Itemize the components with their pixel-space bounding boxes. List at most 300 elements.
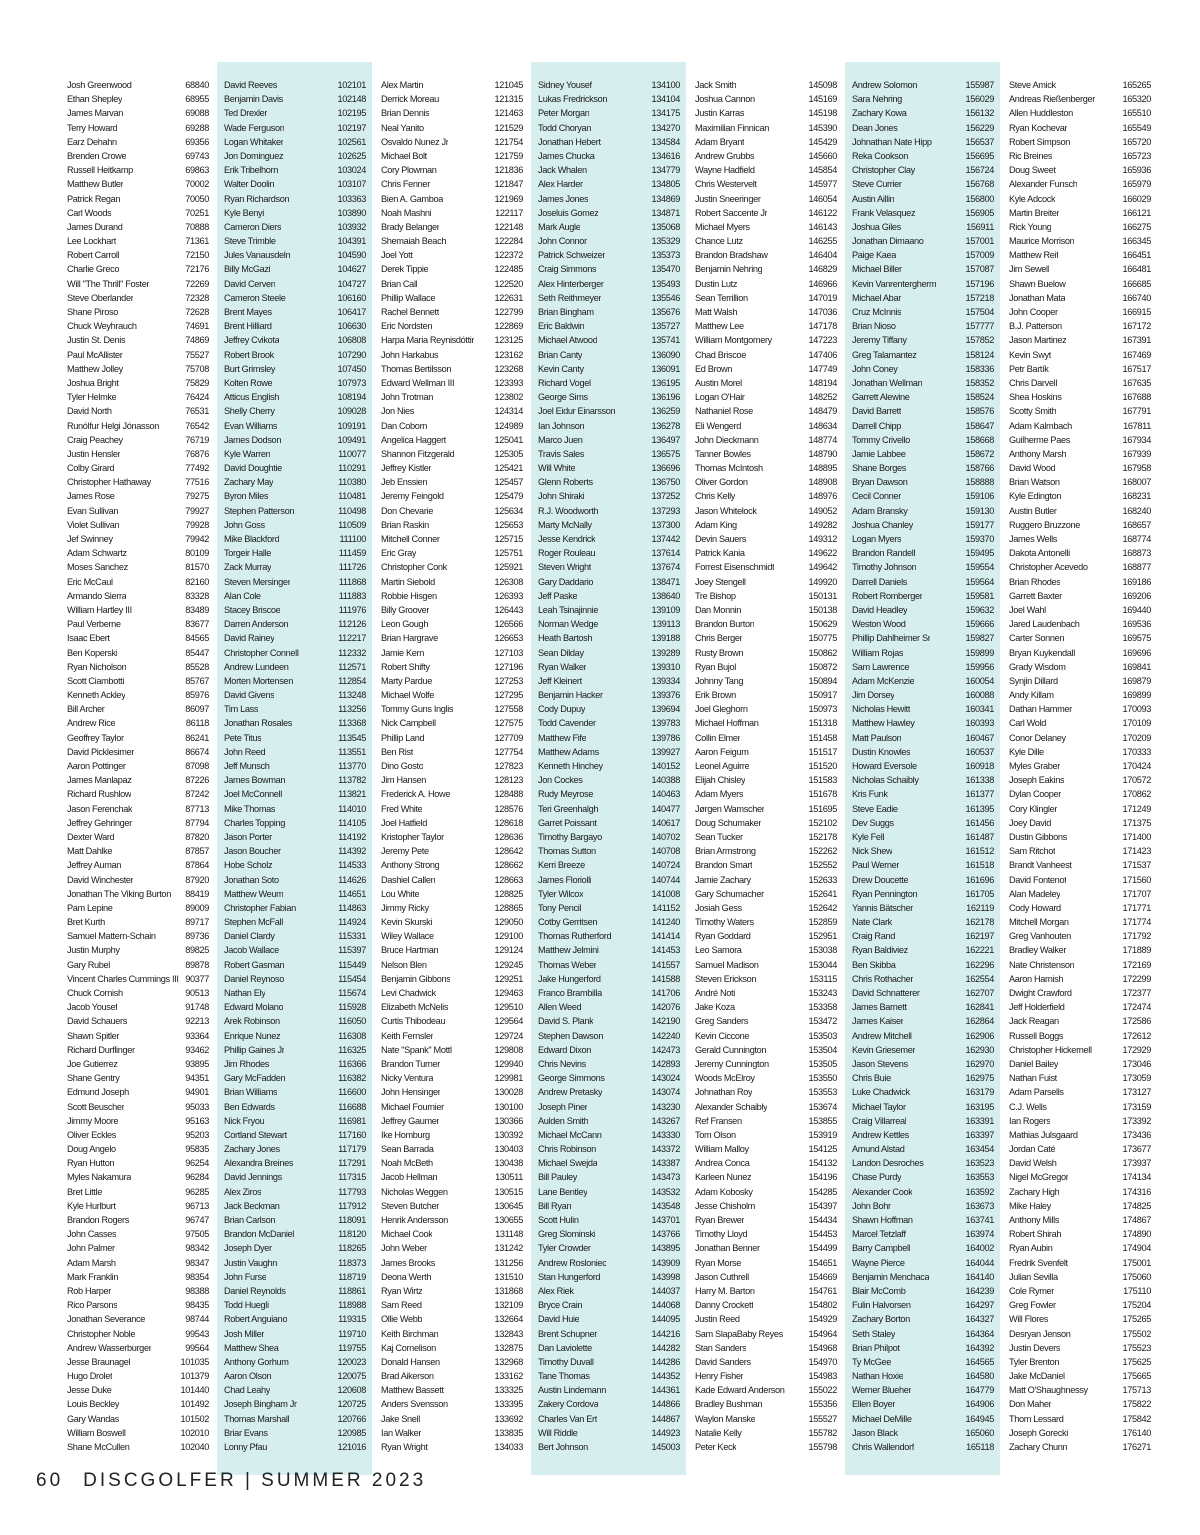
member-number: 81570: [185, 562, 209, 573]
member-number: 102195: [337, 108, 366, 119]
member-number: 114863: [338, 902, 366, 913]
member-name: Ben Rist: [381, 746, 413, 757]
member-name: Brian Watson: [1009, 477, 1060, 488]
member-row: [1009, 759, 1151, 773]
member-number: 167791: [1122, 406, 1151, 417]
member-name: Alexander Funsch: [1009, 179, 1078, 190]
member-number: 122284: [494, 236, 523, 247]
member-row: [852, 958, 994, 972]
member-number: 131242: [494, 1243, 523, 1254]
member-number: 162864: [965, 1016, 994, 1027]
member-row: [1009, 1426, 1151, 1440]
member-number: 158124: [965, 349, 994, 360]
member-number: 158524: [965, 392, 994, 403]
member-name: Zachary Borton: [852, 1314, 910, 1325]
member-name: Jason Porter: [224, 831, 272, 842]
member-number: 153550: [808, 1073, 837, 1084]
member-name: Keith Fernsler: [381, 1030, 434, 1041]
member-row: [852, 248, 994, 262]
member-row: [381, 844, 523, 858]
member-name: Justin St. Denis: [67, 335, 126, 346]
member-row: [1009, 234, 1151, 248]
member-number: 139188: [651, 633, 680, 644]
member-row: [67, 1426, 209, 1440]
member-name: Marty Pardue: [381, 675, 432, 686]
member-number: 144352: [651, 1371, 680, 1382]
member-name: Jeff Paske: [538, 590, 578, 601]
member-number: 175625: [1122, 1356, 1151, 1367]
member-number: 94351: [185, 1073, 209, 1084]
member-number: 102561: [337, 136, 366, 147]
member-number: 165510: [1122, 108, 1151, 119]
member-number: 103024: [337, 165, 366, 176]
member-number: 134871: [651, 207, 680, 218]
member-number: 106160: [337, 292, 366, 303]
member-row: [67, 1440, 209, 1454]
member-row: [695, 915, 837, 929]
member-number: 79275: [185, 491, 209, 502]
member-number: 165720: [1122, 136, 1151, 147]
member-number: 143330: [651, 1129, 680, 1140]
member-row: [381, 518, 523, 532]
member-name: Ryan Baldiviez: [852, 945, 908, 956]
member-row: [224, 206, 366, 220]
member-name: Alex Hinterberger: [538, 278, 604, 289]
member-name: Ruggero Bruzzone: [1009, 519, 1081, 530]
member-number: 170424: [1122, 761, 1151, 771]
member-row: [67, 1142, 209, 1156]
member-number: 76719: [185, 434, 209, 445]
member-name: Maurice Morrison: [1009, 236, 1075, 247]
member-number: 160088: [965, 690, 994, 701]
member-row: [381, 504, 523, 518]
member-row: [695, 759, 837, 773]
member-row: [1009, 887, 1151, 901]
member-name: Andreas Rießenberger: [1009, 94, 1095, 105]
member-row: [381, 1199, 523, 1213]
member-number: 125751: [494, 548, 523, 559]
member-row: [695, 1128, 837, 1142]
member-row: [1009, 915, 1151, 929]
member-number: 119710: [338, 1328, 366, 1339]
member-name: Cruz McInnis: [852, 307, 902, 317]
member-name: Eli Wengerd: [695, 420, 742, 431]
member-number: 72176: [185, 264, 209, 275]
member-row: [695, 177, 837, 191]
member-name: Bien A. Gamboa: [381, 193, 444, 204]
member-number: 131256: [494, 1257, 523, 1268]
member-row: [538, 92, 680, 106]
member-number: 126566: [494, 619, 523, 630]
member-row: [1009, 1043, 1151, 1057]
member-number: 168657: [1122, 519, 1151, 530]
member-row: [538, 575, 680, 589]
member-number: 171771: [1122, 902, 1151, 913]
member-number: 153044: [808, 959, 837, 970]
member-number: 167939: [1122, 448, 1151, 459]
member-name: Tyler Helmke: [67, 392, 117, 403]
member-name: Martin Siebold: [381, 576, 435, 587]
member-number: 158352: [965, 377, 994, 388]
member-row: [1009, 1284, 1151, 1298]
member-row: [381, 1170, 523, 1184]
member-name: Brian Nioso: [852, 321, 896, 332]
member-row: [67, 929, 209, 943]
member-row: [538, 873, 680, 887]
member-row: [538, 830, 680, 844]
member-row: [852, 844, 994, 858]
member-row: [67, 319, 209, 333]
member-row: [695, 1327, 837, 1341]
member-row: [67, 106, 209, 120]
member-number: 87864: [185, 860, 209, 871]
member-name: George Simmons: [538, 1073, 605, 1084]
member-number: 157852: [965, 335, 994, 346]
member-name: David Welsh: [1009, 1158, 1057, 1169]
member-number: 140388: [651, 775, 680, 786]
member-name: Burt Grimsley: [224, 363, 276, 374]
member-name: Tony Pencil: [538, 902, 582, 913]
member-row: [852, 319, 994, 333]
member-row: [695, 858, 837, 872]
member-name: Matthew Fife: [538, 732, 587, 743]
member-number: 98342: [185, 1243, 209, 1254]
member-name: Chris Wallendorf: [852, 1442, 914, 1452]
member-row: [538, 1000, 680, 1014]
member-name: David North: [67, 406, 112, 417]
member-name: Chris Westervelt: [695, 179, 757, 190]
member-number: 169841: [1122, 661, 1151, 672]
member-name: Jeffrey Auman: [67, 860, 122, 871]
member-number: 139694: [651, 704, 680, 715]
member-number: 162975: [965, 1073, 994, 1084]
member-name: Jason Black: [852, 1427, 898, 1438]
member-number: 82160: [185, 576, 209, 587]
member-number: 169575: [1122, 633, 1151, 644]
member-row: [224, 546, 366, 560]
member-name: Wayne Hadfield: [695, 165, 755, 176]
member-name: Ric Breines: [1009, 150, 1053, 161]
member-name: John Trotman: [381, 392, 433, 403]
member-name: Benjamin Hacker: [538, 690, 603, 701]
member-row: [1009, 1397, 1151, 1411]
member-name: Sean Dilday: [538, 647, 584, 658]
member-number: 128662: [494, 860, 523, 871]
member-number: 176140: [1122, 1427, 1151, 1438]
member-name: Gary Daddario: [538, 576, 594, 587]
member-name: Thomas Marshall: [224, 1413, 290, 1424]
member-number: 110498: [338, 505, 366, 516]
member-row: [224, 92, 366, 106]
member-number: 170093: [1122, 704, 1151, 715]
member-row: [224, 220, 366, 234]
member-name: Armando Sierra: [67, 590, 127, 601]
member-number: 148479: [808, 406, 837, 417]
member-number: 68955: [185, 94, 209, 105]
member-number: 112126: [338, 619, 366, 630]
member-name: Ben Skibba: [852, 959, 896, 970]
member-row: [67, 121, 209, 135]
member-name: Richard Durflinger: [67, 1044, 135, 1055]
member-number: 87713: [185, 803, 209, 814]
member-number: 144068: [651, 1300, 680, 1311]
member-name: Logan Myers: [852, 534, 902, 544]
member-row: [67, 1341, 209, 1355]
member-row: [538, 1412, 680, 1426]
member-name: Michael McCann: [538, 1129, 602, 1140]
member-name: Bill Archer: [67, 704, 105, 715]
member-row: [381, 333, 523, 347]
member-row: [695, 489, 837, 503]
member-number: 140152: [651, 761, 680, 771]
member-name: Austin Aillin: [852, 193, 895, 204]
member-name: Christopher Connell: [224, 647, 299, 658]
member-number: 172299: [1122, 973, 1151, 984]
member-number: 168231: [1122, 491, 1151, 502]
member-row: [538, 745, 680, 759]
member-row: [224, 1114, 366, 1128]
member-row: [538, 206, 680, 220]
member-name: Kevin Ciccone: [695, 1030, 750, 1041]
member-name: Steve Oberlander: [67, 292, 134, 303]
member-number: 152641: [808, 888, 837, 899]
member-number: 121969: [494, 193, 523, 204]
member-name: Kris Funk: [852, 789, 888, 800]
member-row: [67, 787, 209, 801]
member-number: 127575: [494, 718, 523, 729]
member-name: Dino Gosto: [381, 761, 424, 771]
member-row: [1009, 603, 1151, 617]
member-row: [852, 1128, 994, 1142]
member-row: [1009, 773, 1151, 787]
member-number: 113545: [338, 732, 366, 743]
member-row: [695, 901, 837, 915]
member-name: Sean Terrillion: [695, 292, 748, 303]
member-name: Nate "Spank" Mottl: [381, 1044, 452, 1055]
member-row: [381, 1412, 523, 1426]
member-number: 166685: [1122, 278, 1151, 289]
member-name: Shea Hoskins: [1009, 392, 1062, 403]
member-row: [381, 546, 523, 560]
member-name: Charles Topping: [224, 817, 285, 828]
member-number: 114010: [338, 803, 366, 814]
member-row: [224, 78, 366, 92]
member-name: Paul Werner: [852, 860, 900, 871]
member-row: [852, 660, 994, 674]
member-row: [381, 589, 523, 603]
member-name: Jason Cuthrell: [695, 1271, 749, 1282]
member-name: Timothy Duvall: [538, 1356, 594, 1367]
member-name: Brent Schupner: [538, 1328, 597, 1339]
member-row: [695, 1426, 837, 1440]
member-row: [695, 149, 837, 163]
member-number: 169899: [1122, 690, 1151, 701]
member-row: [381, 1142, 523, 1156]
member-row: [538, 986, 680, 1000]
member-row: [695, 958, 837, 972]
member-row: [852, 149, 994, 163]
member-name: David Huie: [538, 1314, 580, 1325]
member-row: [381, 617, 523, 631]
member-row: [1009, 348, 1151, 362]
member-number: 169879: [1122, 675, 1151, 686]
member-number: 166121: [1122, 207, 1151, 218]
member-row: [224, 1014, 366, 1028]
member-name: James Jones: [538, 193, 589, 204]
member-row: [67, 1185, 209, 1199]
member-name: Sam Ritchot: [1009, 846, 1056, 857]
member-name: Brian Call: [381, 278, 418, 289]
member-name: Geoffrey Taylor: [67, 732, 124, 743]
member-row: [852, 802, 994, 816]
member-row: [538, 660, 680, 674]
member-row: [695, 163, 837, 177]
member-row: [538, 617, 680, 631]
member-row: [224, 305, 366, 319]
member-name: Kerri Breeze: [538, 860, 585, 871]
member-row: [67, 830, 209, 844]
member-row: [1009, 1029, 1151, 1043]
member-name: William Rojas: [852, 647, 904, 658]
member-name: Shannon Fitzgerald: [381, 448, 455, 459]
member-row: [695, 92, 837, 106]
member-number: 135470: [651, 264, 680, 275]
member-name: Nicky Ventura: [381, 1073, 434, 1084]
member-row: [224, 858, 366, 872]
member-number: 72150: [185, 250, 209, 261]
member-number: 174904: [1122, 1243, 1151, 1254]
member-name: Mike Blackford: [224, 534, 280, 544]
member-number: 116366: [338, 1058, 366, 1069]
member-number: 171400: [1122, 831, 1151, 842]
member-row: [695, 1298, 837, 1312]
member-name: James Marvan: [67, 108, 124, 119]
member-row: [224, 1397, 366, 1411]
member-name: David Wood: [1009, 463, 1056, 474]
member-row: [381, 1397, 523, 1411]
member-name: Glenn Roberts: [538, 477, 593, 488]
member-name: Ben Edwards: [224, 1101, 275, 1112]
member-row: [381, 660, 523, 674]
member-name: Patrick Schweizer: [538, 250, 606, 261]
member-row: [381, 929, 523, 943]
member-name: Brian Rhodes: [1009, 576, 1061, 587]
member-number: 141453: [651, 945, 680, 956]
member-number: 165549: [1122, 122, 1151, 133]
member-row: [381, 1369, 523, 1383]
member-row: [381, 78, 523, 92]
member-name: Doug Angelo: [67, 1144, 116, 1155]
member-row: [67, 1412, 209, 1426]
member-name: Ryan Goddard: [695, 931, 751, 942]
member-number: 145003: [651, 1442, 680, 1452]
member-name: Greg Slominski: [538, 1229, 596, 1240]
member-number: 106630: [337, 321, 366, 332]
member-number: 153919: [808, 1129, 837, 1140]
member-row: [67, 943, 209, 957]
member-row: [381, 177, 523, 191]
member-number: 164945: [965, 1413, 994, 1424]
member-name: Adam Myers: [695, 789, 744, 800]
member-name: Norman Wedge: [538, 619, 598, 630]
member-number: 158336: [965, 363, 994, 374]
member-number: 148976: [808, 491, 837, 502]
member-name: Don Maher: [1009, 1399, 1052, 1410]
member-name: James Bowman: [224, 775, 286, 786]
member-name: Samuel Madison: [695, 959, 759, 970]
member-row: [852, 447, 994, 461]
member-number: 154499: [808, 1243, 837, 1254]
member-row: [538, 603, 680, 617]
member-number: 120725: [337, 1399, 366, 1410]
member-name: Darrell Daniels: [852, 576, 907, 587]
member-number: 163391: [965, 1115, 994, 1126]
member-row: [224, 433, 366, 447]
member-number: 94901: [185, 1087, 209, 1098]
member-name: Michael Fournier: [381, 1101, 444, 1112]
member-row: [695, 575, 837, 589]
member-number: 171423: [1122, 846, 1151, 857]
member-name: Nathan Ely: [224, 988, 266, 998]
member-number: 160537: [965, 746, 994, 757]
member-name: Cortland Stewart: [224, 1129, 287, 1140]
member-name: Brian Dennis: [381, 108, 430, 119]
member-number: 158888: [965, 477, 994, 488]
member-name: Joseph Dyer: [224, 1243, 272, 1254]
member-number: 156724: [965, 165, 994, 176]
member-name: Paul McAllister: [67, 349, 123, 360]
member-name: Fredrik Svenfelt: [1009, 1257, 1068, 1268]
member-row: [852, 716, 994, 730]
member-number: 84565: [185, 633, 209, 644]
member-name: Earz Dehahn: [67, 136, 117, 147]
member-row: [538, 1043, 680, 1057]
member-row: [1009, 873, 1151, 887]
member-row: [695, 986, 837, 1000]
member-row: [381, 943, 523, 957]
member-number: 134616: [651, 150, 680, 161]
member-row: [852, 560, 994, 574]
member-row: [67, 773, 209, 787]
member-row: [381, 1043, 523, 1057]
member-number: 162296: [965, 959, 994, 970]
member-name: William Montgomery: [695, 335, 772, 346]
member-row: [852, 78, 994, 92]
member-number: 149312: [808, 534, 837, 544]
member-number: 167517: [1122, 363, 1151, 374]
member-number: 85767: [185, 675, 209, 686]
member-name: John Furse: [224, 1271, 267, 1282]
member-name: Garrett Alewine: [852, 392, 910, 403]
member-name: Michael Biller: [852, 264, 902, 275]
member-name: Henrik Andersson: [381, 1215, 448, 1225]
member-row: [67, 816, 209, 830]
member-row: [852, 1284, 994, 1298]
member-name: Christopher Hickernell: [1009, 1044, 1092, 1055]
member-row: [695, 560, 837, 574]
member-row: [1009, 1241, 1151, 1255]
member-row: [381, 376, 523, 390]
member-row: [67, 901, 209, 915]
member-number: 102625: [337, 150, 366, 161]
page-footer: [36, 1470, 426, 1492]
member-number: 96254: [185, 1158, 209, 1169]
member-name: Jack Smith: [695, 80, 737, 90]
member-row: [538, 560, 680, 574]
member-row: [224, 929, 366, 943]
member-name: Jonathan Rosales: [224, 718, 292, 729]
member-row: [695, 362, 837, 376]
